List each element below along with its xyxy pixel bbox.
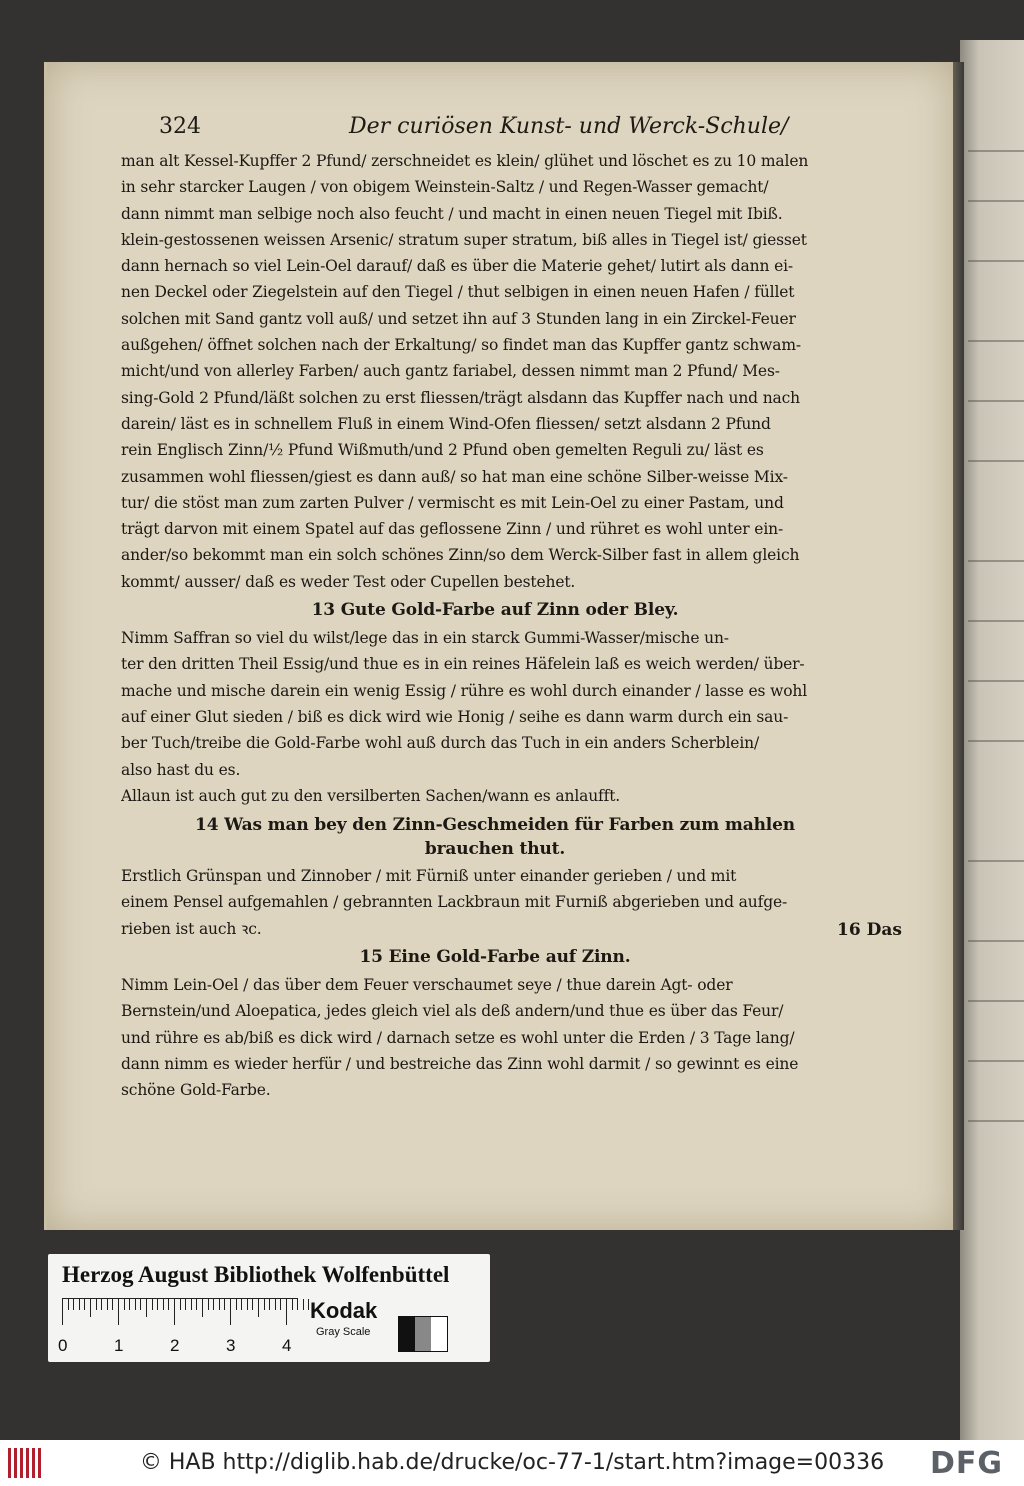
text-line: dann nimm es wieder herfür / und bestreiche das Zinn wohl darmit / so gewinnt es eine — [121, 1054, 799, 1073]
heading-15: 15 Eine Gold-Farbe auf Zinn. — [359, 947, 631, 968]
text-line: solchen mit Sand gantz voll auß/ und setzet ihn auf 3 Stunden lang in ein Zirckel-Feuer — [121, 309, 796, 328]
text-line: rein Englisch Zinn/½ Pfund Wißmuth/und 2 Pfund oben gemelten Reguli zu/ läst es — [121, 441, 764, 460]
ruler-tick — [236, 1299, 237, 1310]
ruler-tick — [101, 1299, 102, 1310]
ruler-tick — [73, 1299, 74, 1310]
text-block — [121, 148, 869, 1104]
catchword: 16 Das — [837, 920, 902, 940]
ruler-tick — [303, 1299, 304, 1310]
ruler-numbers — [58, 1336, 318, 1356]
ruler-tick — [224, 1299, 225, 1310]
ruler-number: 0 — [58, 1336, 68, 1355]
text-line: und rühre es ab/biß es dick wird / darnach setze es wohl unter die Erden / 3 Tage lang/ — [121, 1028, 795, 1047]
ruler-number: 3 — [226, 1336, 236, 1355]
running-head — [159, 114, 859, 144]
ruler-tick — [174, 1299, 175, 1325]
ruler — [62, 1298, 298, 1327]
ruler-tick — [252, 1299, 253, 1310]
ruler-tick — [84, 1299, 85, 1310]
ruler-tick — [247, 1299, 248, 1310]
text-line: Allaun ist auch gut zu den versilberten Sachen/wann es anlaufft. — [121, 786, 621, 805]
text-line: man alt Kessel-Kupffer 2 Pfund/ zerschneidet es klein/ glühet und löschet es zu 10 malen — [121, 152, 809, 170]
ruler-tick — [152, 1299, 153, 1310]
text-line: micht/und von allerley Farben/ auch gantz fariabel, dessen nimmt man 2 Pfund/ Mes- — [121, 362, 780, 381]
ruler-tick — [180, 1299, 181, 1310]
ruler-tick — [68, 1299, 69, 1310]
ruler-tick — [219, 1299, 220, 1310]
text-line: rieben ist auch ꝛc. — [121, 919, 262, 938]
ruler-tick — [269, 1299, 270, 1310]
section-14-text — [121, 863, 869, 942]
kodak-label: Kodak — [310, 1298, 378, 1323]
ruler-tick — [286, 1299, 287, 1325]
ruler-tick — [140, 1299, 141, 1310]
ruler-tick — [157, 1299, 158, 1310]
text-line: ander/so bekommt man ein solch schönes Zinn/so dem Werck-Silber fast in allem gleich — [121, 546, 800, 565]
ruler-tick — [129, 1299, 130, 1310]
text-line: kommt/ ausser/ daß es weder Test oder Cupellen bestehet. — [121, 572, 576, 591]
ruler-tick — [213, 1299, 214, 1310]
source-url[interactable]: © HAB http://diglib.hab.de/drucke/oc-77-1/start.htm?image=00336 — [139, 1450, 885, 1475]
book-page — [44, 62, 953, 1230]
text-line: ter den dritten Theil Essig/und thue es in ein reines Häfelein laß es weich werden/ über- — [121, 655, 805, 674]
next-page-edge — [960, 40, 1024, 1440]
ruler-number: 4 — [282, 1336, 292, 1355]
ruler-tick — [241, 1299, 242, 1310]
ruler-tick — [185, 1299, 186, 1310]
ruler-tick — [90, 1299, 91, 1317]
ruler-tick — [163, 1299, 164, 1310]
text-line: Erstlich Grünspan und Zinnober / mit Fürniß unter einander gerieben / und mit — [121, 867, 737, 886]
ruler-tick — [124, 1299, 125, 1310]
dfg-logo: DFG — [930, 1446, 1004, 1481]
text-line: einem Pensel aufgemahlen / gebrannten Lackbraun mit Furniß abgerieben und aufge- — [121, 893, 788, 912]
text-line: ber Tuch/treibe die Gold-Farbe wohl auß durch das Tuch in ein anders Scherblein/ — [121, 734, 760, 753]
ruler-tick — [146, 1299, 147, 1317]
ruler-tick — [168, 1299, 169, 1310]
text-line: in sehr starcker Laugen / von obigem Weinstein-Saltz / und Regen-Wasser gemacht/ — [121, 178, 769, 197]
ruler-tick — [258, 1299, 259, 1317]
ruler-tick — [230, 1299, 231, 1325]
ruler-tick — [112, 1299, 113, 1310]
section-15-text — [121, 972, 869, 1103]
text-line: Bernstein/und Aloepatica, jedes gleich viel als deß andern/und thue es über das Feur/ — [121, 1002, 784, 1021]
ruler-tick — [96, 1299, 97, 1310]
ruler-tick — [264, 1299, 265, 1310]
ruler-tick — [275, 1299, 276, 1310]
ruler-tick — [191, 1299, 192, 1310]
ruler-number: 2 — [170, 1336, 180, 1355]
heading-14-line1: 14 Was man bey den Zinn-Geschmeiden für Farben zum mahlen — [195, 815, 795, 836]
ruler-tick — [297, 1299, 298, 1310]
text-line: zusammen wohl fliessen/giest es dann auß/ so hat man eine schöne Silber-weisse Mix- — [121, 467, 788, 486]
text-line: auf einer Glut sieden / biß es dick wird wie Honig / seihe es dann warm durch ein sau- — [121, 707, 789, 726]
text-line: mache und mische darein ein wenig Essig / rühre es wohl durch einander / lasse es wohl — [121, 681, 808, 700]
ruler-tick — [280, 1299, 281, 1310]
gray-scale-label: Gray Scale — [316, 1326, 371, 1338]
ruler-tick — [208, 1299, 209, 1310]
text-line: klein-gestossenen weissen Arsenic/ stratum super stratum, biß alles in Tiegel ist/ giesset — [121, 230, 807, 249]
ruler-tick — [107, 1299, 108, 1310]
text-line: nen Deckel oder Ziegelstein auf den Tiegel / thut selbigen in einen neuen Hafen / füllet — [121, 283, 795, 302]
footer-bar — [0, 1440, 1024, 1486]
ruler-number: 1 — [114, 1336, 124, 1355]
ruler-tick — [79, 1299, 80, 1310]
heading-14-line2: brauchen thut. — [424, 839, 566, 860]
body-paragraph — [121, 148, 869, 595]
text-line: also hast du es. — [121, 760, 241, 779]
color-scale-card — [48, 1254, 490, 1362]
text-line: Nimm Lein-Oel / das über dem Feuer verschaumet seye / thue darein Agt- oder — [121, 976, 733, 995]
text-line: tur/ die stöst man zum zarten Pulver / vermischt es mit Lein-Oel zu einer Pastam, und — [121, 493, 784, 512]
ruler-tick — [196, 1299, 197, 1310]
gray-swatches — [398, 1316, 448, 1352]
running-title: Der curiösen Kunst- und Werck-Schule/ — [349, 114, 789, 139]
heading-13: 13 Gute Gold-Farbe auf Zinn oder Bley. — [311, 600, 679, 621]
text-line: dann hernach so viel Lein-Oel darauf/ daß es über die Materie gehet/ lutirt als dann ei- — [121, 257, 794, 276]
text-line: sing-Gold 2 Pfund/läßt solchen zu erst fliessen/trägt alsdann das Kupffer nach und nach — [121, 388, 801, 407]
text-line: dann nimmt man selbige noch also feucht / und macht in einen neuen Tiegel mit Ibiß. — [121, 204, 783, 223]
library-name: Herzog August Bibliothek Wolfenbüttel — [62, 1262, 450, 1287]
ruler-tick — [118, 1299, 119, 1325]
section-13-text — [121, 625, 869, 809]
ruler-tick — [292, 1299, 293, 1310]
ruler-tick — [202, 1299, 203, 1317]
text-line: trägt darvon mit einem Spatel auf das geflossene Zinn / und rühret es wohl unter ein- — [121, 520, 784, 539]
ruler-tick — [62, 1299, 63, 1325]
text-line: Nimm Saffran so viel du wilst/lege das in ein starck Gummi-Wasser/mische un- — [121, 629, 729, 648]
ruler-tick — [135, 1299, 136, 1310]
page-number: 324 — [159, 114, 201, 139]
text-line: darein/ läst es in schnellem Fluß in einem Wind-Ofen fliessen/ setzt alsdann 2 Pfund — [121, 414, 771, 433]
text-line: schöne Gold-Farbe. — [121, 1081, 271, 1100]
text-line: außgehen/ öffnet solchen nach der Erkaltung/ so findet man das Kupffer gantz schwam- — [121, 336, 801, 355]
